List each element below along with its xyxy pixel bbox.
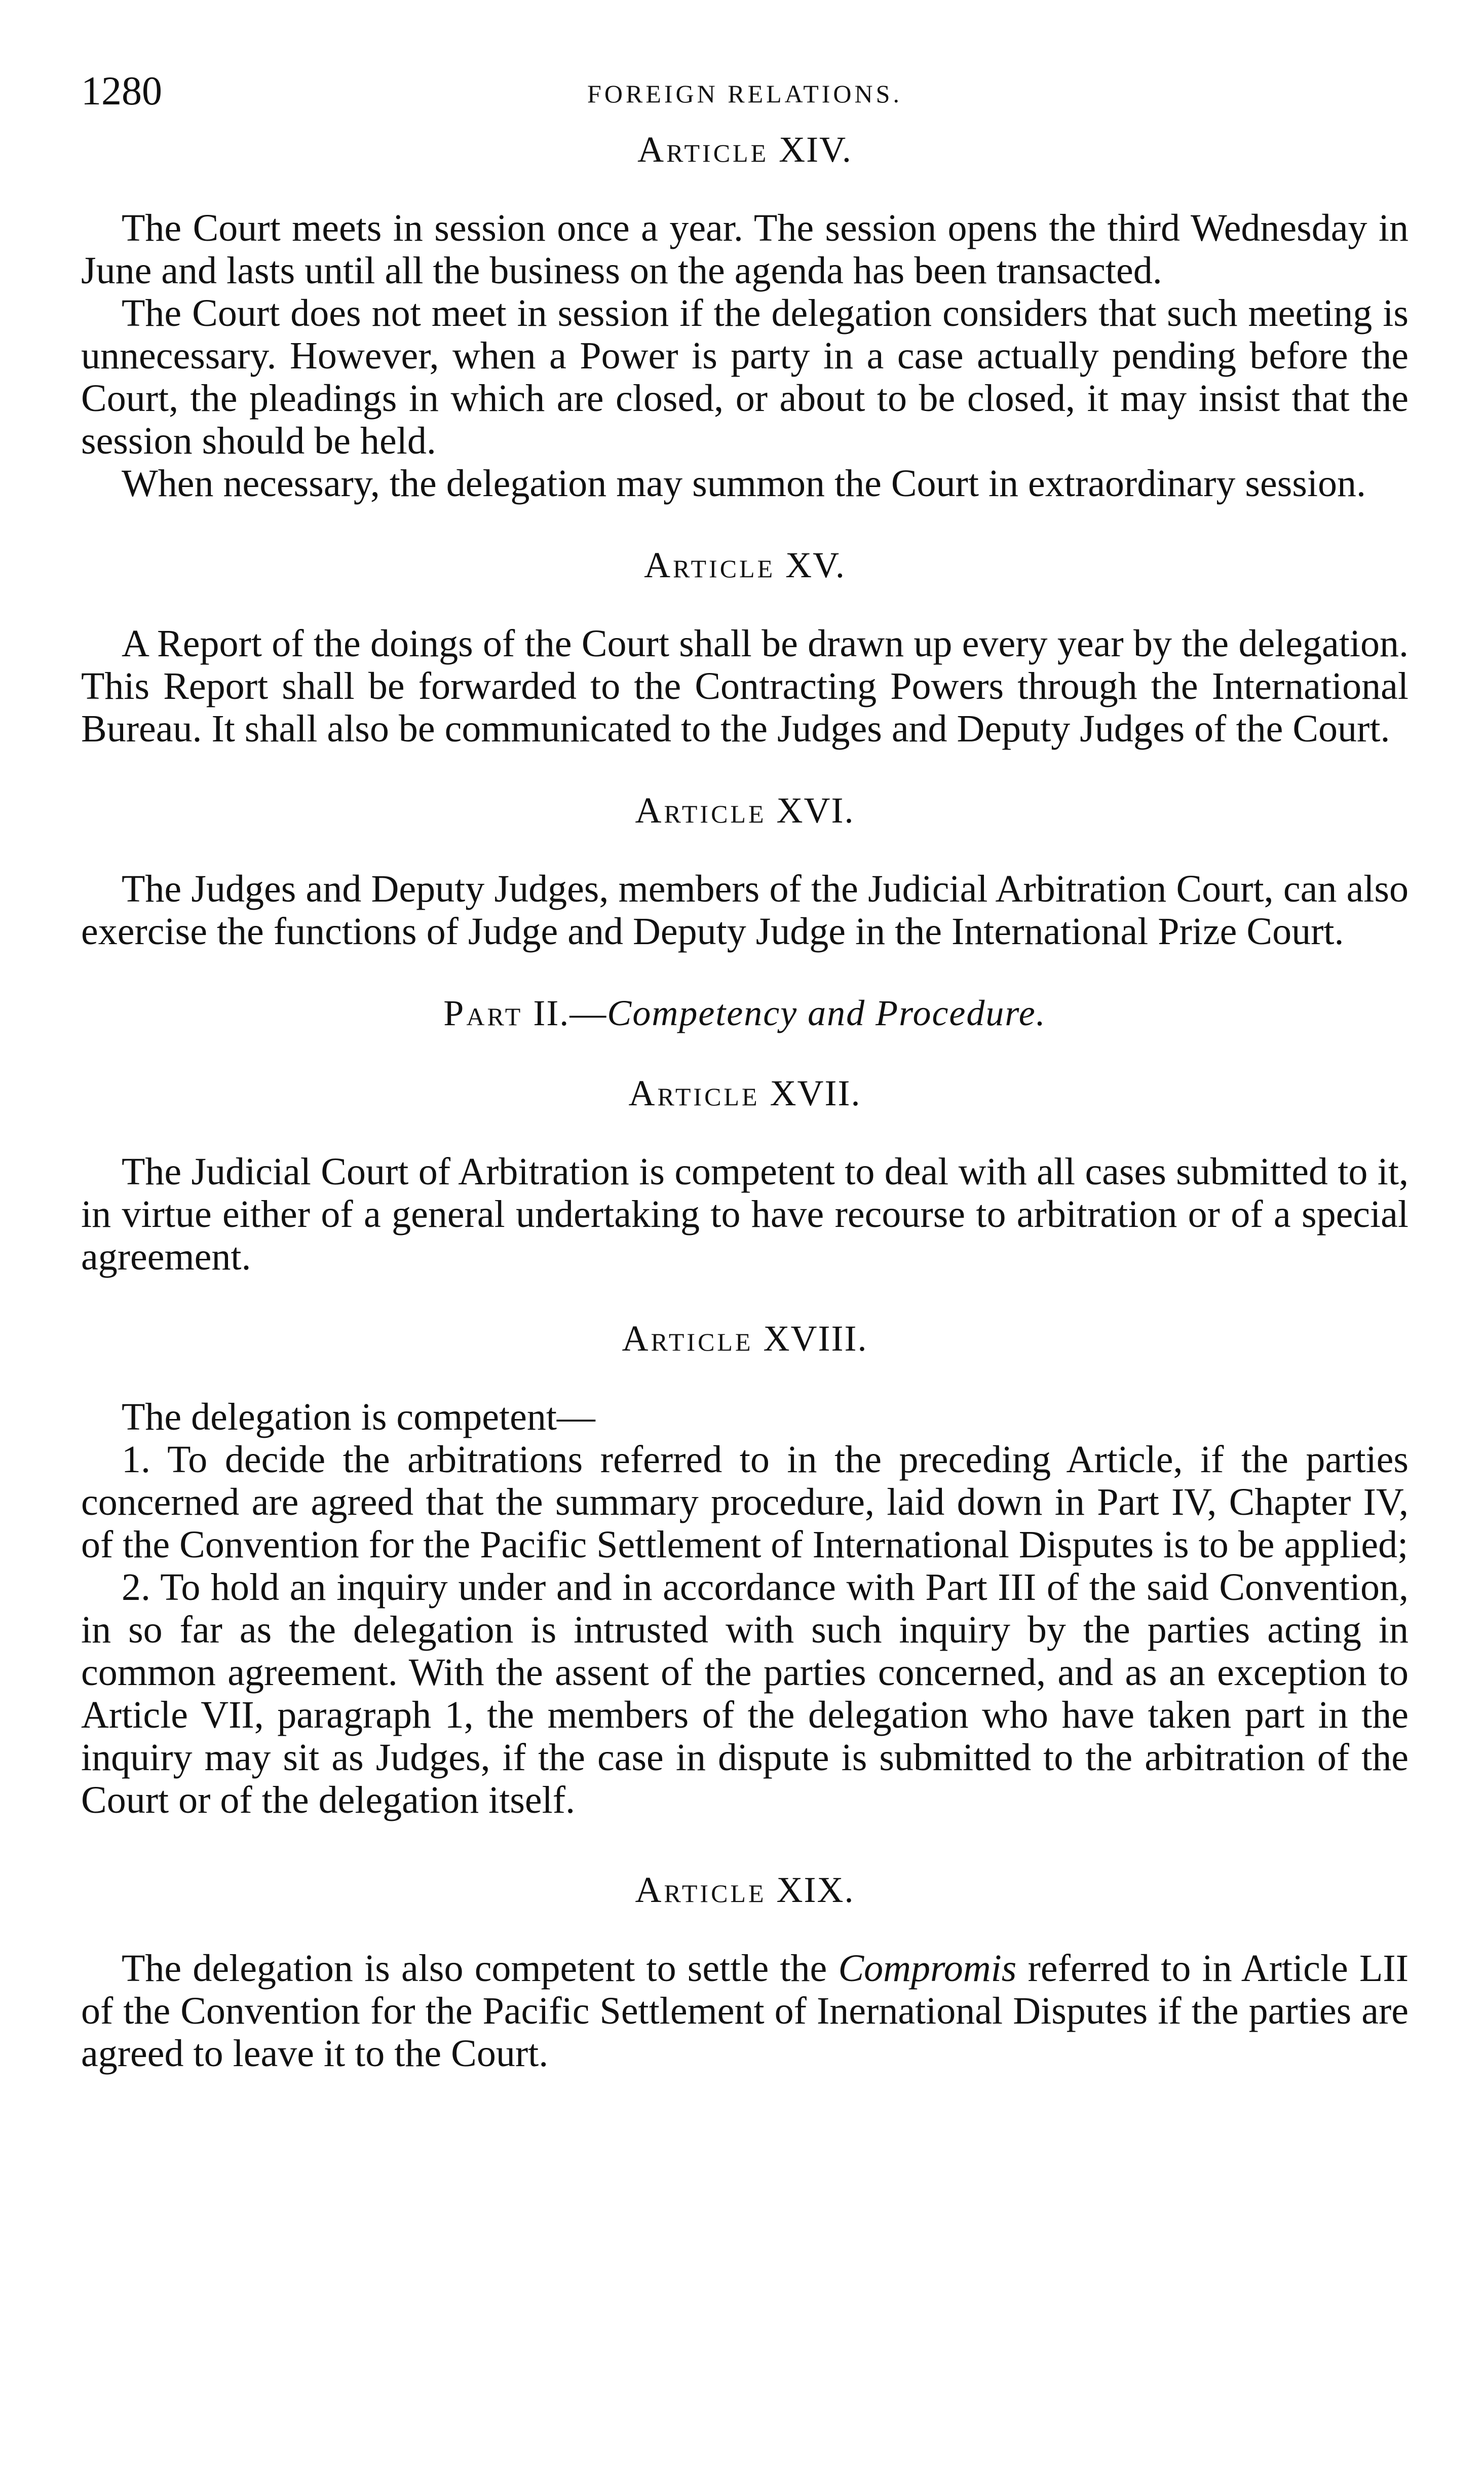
article-xvii-paragraph-1: The Judicial Court of Arbitration is competent to deal with all cases submitted to it, in virtue either of a general undertaking to have recourse to arbitration or of a special agreement. — [81, 1150, 1409, 1278]
article-label: Article — [635, 1870, 767, 1910]
article-xvi-paragraph-1: The Judges and Deputy Judges, members of the Judicial Arbitration Court, can also exercise the functions of Judge and Deputy Judge in the International Prize Court. — [81, 868, 1409, 953]
article-xviii-paragraph-3: 2. To hold an inquiry under and in accordance with Part III of the said Convention, in so far as the delegation is intrusted with such inquiry by the parties acting in common agreement. With the assent of the parties concerned, and as an exception to Article VII, paragraph 1, the members of the delegation who have taken part in the inquiry may sit as Judges, if the case in dispute is submitted to the arbitration of the Court or of the delegation itself. — [81, 1566, 1409, 1821]
part-ii-heading — [81, 990, 1409, 1036]
article-xix-heading — [81, 1867, 1409, 1913]
part-label: Part — [443, 993, 523, 1033]
article-numeral: XV. — [785, 545, 846, 585]
article-numeral: XIX. — [776, 1870, 855, 1910]
document-page — [81, 66, 1409, 2075]
article-xv-paragraph-1: A Report of the doings of the Court shall be drawn up every year by the delegation. This Report shall be forwarded to the Contracting Powers through the International Bureau. It shall also be communicated to the Judges and Deputy Judges of the Court. — [81, 622, 1409, 750]
article-xix-paragraph-1 — [81, 1947, 1409, 2075]
article-label: Article — [622, 1318, 753, 1359]
article-xiv-heading — [81, 127, 1409, 172]
page-number: 1280 — [81, 69, 162, 114]
running-title: FOREIGN RELATIONS. — [587, 80, 902, 108]
article-label: Article — [628, 1073, 760, 1113]
article-numeral: XVIII. — [763, 1318, 868, 1359]
article-xiv-paragraph-1: The Court meets in session once a year. The session opens the third Wednesday in June and lasts until all the business on the agenda has been transacted. — [81, 207, 1409, 292]
part-numeral: II.— — [533, 993, 607, 1033]
article-numeral: XVII. — [770, 1073, 861, 1113]
article-numeral: XVI. — [776, 790, 855, 831]
article-xviii-paragraph-2: 1. To decide the arbitrations referred to in the preceding Article, if the parties concerned are agreed that the summary procedure, laid down in Part IV, Chapter IV, of the Convention for the Pacific Settlement of International Disputes is to be applied; — [81, 1438, 1409, 1566]
article-xiv-paragraph-2: The Court does not meet in session if the delegation considers that such meeting is unnecessary. However, when a Power is party in a case actually pending before the Court, the pleadings in which are closed, or about to be closed, it may insist that the session should be held. — [81, 292, 1409, 462]
compromis-italic: Compromis — [838, 1947, 1017, 1990]
article-xviii-heading — [81, 1316, 1409, 1361]
article-xviii-paragraph-1: The delegation is competent— — [122, 1396, 595, 1438]
article-label: Article — [637, 129, 769, 170]
article-label: Article — [644, 545, 776, 585]
article-numeral: XIV. — [779, 129, 852, 170]
paragraph-text: referred to in Article LII of the Convention for the Pacific Settlement of Inernational Disputes if the parties are agreed to leave it to the Court. — [81, 1947, 1409, 2075]
running-head — [81, 66, 1409, 127]
article-label: Article — [635, 790, 767, 831]
article-xvii-heading — [81, 1070, 1409, 1116]
article-xvi-heading — [81, 788, 1409, 833]
article-xv-heading — [81, 542, 1409, 588]
article-xiv-paragraph-3: When necessary, the delegation may summon the Court in extraordinary session. — [122, 462, 1366, 505]
paragraph-text: The delegation is also competent to settle the — [122, 1947, 839, 1990]
part-title: Competency and Procedure. — [607, 993, 1046, 1033]
